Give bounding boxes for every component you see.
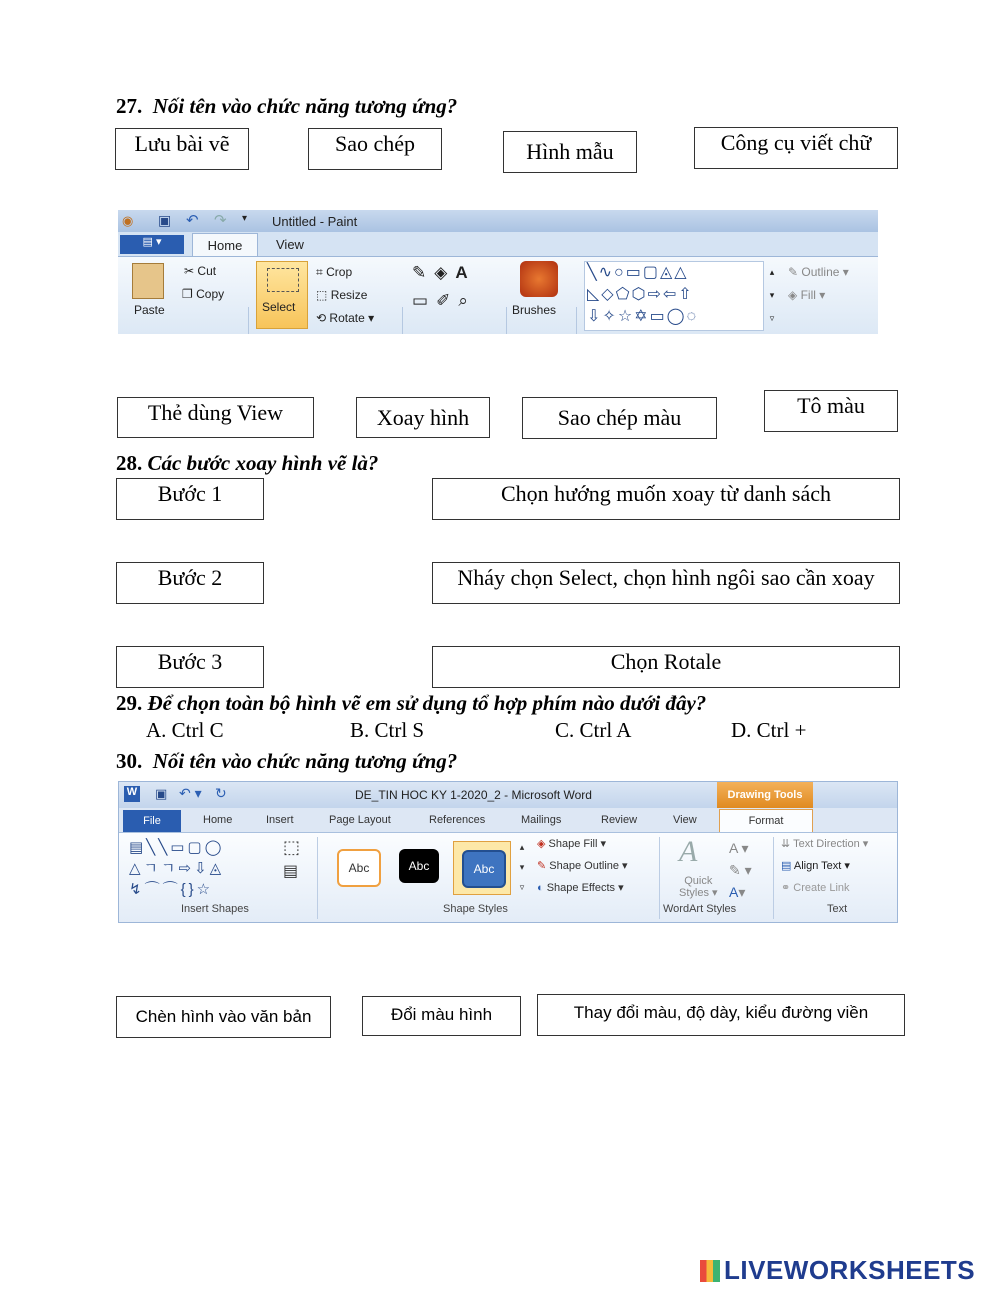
eraser-icon: ▭	[412, 291, 437, 310]
text-direction-item: ⇊ Text Direction ▾	[781, 838, 869, 850]
question-27-title: 27. Nối tên vào chức năng tương ứng?	[116, 94, 458, 118]
text-direction-icon: ⇊	[781, 838, 791, 850]
tools-group-row2	[412, 291, 476, 311]
text-tool-icon: A	[455, 263, 476, 282]
magnifier-icon: ⌕	[458, 291, 476, 310]
action-box-3[interactable]: Chọn Rotale	[432, 646, 900, 688]
answer-box-to-mau[interactable]: Tô màu	[764, 390, 898, 432]
paint-titlebar	[118, 210, 878, 232]
option-d[interactable]: D. Ctrl +	[731, 718, 807, 742]
resize-icon: ⬚	[316, 288, 328, 302]
step-box-2[interactable]: Bước 2	[116, 562, 264, 604]
scissors-icon: ✂	[184, 264, 195, 278]
save-icon: ▣	[155, 786, 168, 801]
drawing-tools-header: Drawing Tools	[717, 782, 813, 808]
word-tabs	[119, 808, 898, 832]
question-29-title: 29. Để chọn toàn bộ hình vẽ em sử dụng tổ hợp phím nào dưới đây?	[116, 691, 707, 715]
paint-window-title: Untitled - Paint	[272, 214, 358, 229]
paint-tabs	[118, 232, 878, 256]
shape-fill-item: ◈ Shape Fill ▾	[537, 838, 607, 850]
action-box-2[interactable]: Nháy chọn Select, chọn hình ngôi sao cần xoay	[432, 562, 900, 604]
crop-icon: ⌗	[316, 265, 323, 279]
redo-icon: ↷	[214, 212, 227, 229]
tab-home: Home	[192, 233, 258, 257]
copy-icon: ❐	[182, 287, 193, 301]
fill-bucket-icon: ◈	[434, 263, 456, 282]
undo-icon: ↶	[186, 212, 199, 229]
tab-view: View	[673, 814, 697, 826]
rotate-item: ⟲ Rotate ▾	[316, 311, 375, 325]
quick-styles-icon: A	[679, 835, 698, 868]
option-b[interactable]: B. Ctrl S	[350, 718, 425, 742]
paint-app-icon: ◉	[122, 213, 134, 228]
answer-box-xoay-hinh[interactable]: Xoay hình	[356, 397, 490, 438]
logo-icon	[700, 1260, 720, 1282]
shape-style-1: Abc	[337, 849, 381, 887]
brushes-label: Brushes	[512, 303, 557, 317]
answer-box-doi-mau-hinh[interactable]: Đổi màu hình	[362, 996, 521, 1036]
shapes-gallery: ▤╲╲▭▢◯ △ㄱㄱ⇨⇩◬ ↯⌒⌒{}☆	[129, 839, 225, 898]
fill-item: ◈ Fill ▾	[788, 288, 826, 302]
save-icon: ▣	[158, 212, 172, 228]
option-a[interactable]: A. Ctrl C	[146, 718, 224, 742]
answer-box-sao-chep-mau[interactable]: Sao chép màu	[522, 397, 717, 439]
tab-format: Format	[719, 809, 813, 833]
question-28-title: 28. Các bước xoay hình vẽ là?	[116, 451, 379, 475]
shapes-gallery: ╲∿○▭▢◬△ ◺◇⬠⬡⇨⇦⇧ ⇩✧☆✡▭◯◌	[584, 261, 764, 331]
question-30-title: 30. Nối tên vào chức năng tương ứng?	[116, 749, 458, 773]
answer-box-chen-hinh[interactable]: Chèn hình vào văn bản	[116, 996, 331, 1038]
tab-references: References	[429, 814, 486, 826]
edit-shape-icon: ⬚	[283, 837, 301, 857]
select-icon	[267, 268, 299, 292]
shape-styles-label: Shape Styles	[443, 903, 508, 915]
tools-group	[412, 263, 476, 283]
tab-insert: Insert	[266, 814, 294, 826]
answer-box-cong-cu-viet-chu[interactable]: Công cụ viết chữ	[694, 127, 898, 169]
answer-box-thay-doi-mau[interactable]: Thay đổi màu, độ dày, kiểu đường viền	[537, 994, 905, 1036]
answer-box-the-dung-view[interactable]: Thẻ dùng View	[117, 397, 314, 438]
paint-menu-button: ▤ ▾	[120, 235, 184, 254]
select-button: Select	[256, 261, 308, 329]
undo-icon: ↶ ▾	[179, 785, 202, 801]
word-window-title: DE_TIN HOC KY 1-2020_2 - Microsoft Word	[355, 788, 592, 802]
tab-mailings: Mailings	[521, 814, 562, 826]
fill-icon: ◈	[788, 288, 798, 302]
resize-item: ⬚ Resize	[316, 288, 368, 302]
answer-box-luu-bai-ve[interactable]: Lưu bài vẽ	[115, 128, 249, 170]
text-group-label: Text	[827, 903, 848, 915]
pencil-icon: ✎	[412, 263, 435, 282]
answer-box-hinh-mau[interactable]: Hình mẫu	[503, 131, 637, 173]
action-box-1[interactable]: Chọn hướng muốn xoay từ danh sách	[432, 478, 900, 520]
shape-effects-item: ◐ Shape Effects ▾	[537, 882, 624, 894]
repeat-icon: ↻	[215, 785, 227, 801]
tab-home: Home	[203, 814, 233, 826]
wordart-tools: A ▾ ✎ ▾ A▾	[729, 840, 752, 900]
outline-icon: ✎	[788, 265, 799, 279]
paste-label: Paste	[134, 303, 165, 317]
paint-ribbon-screenshot	[118, 210, 878, 334]
quick-access-dropdown-icon: ▾	[242, 213, 248, 224]
fill-bucket-icon: ◈	[537, 838, 546, 850]
tab-page-layout: Page Layout	[329, 814, 391, 826]
insert-shapes-label: Insert Shapes	[181, 903, 249, 915]
shape-style-2: Abc	[399, 849, 439, 883]
liveworksheets-logo: LIVEWORKSHEETS	[700, 1255, 975, 1286]
word-app-icon: W	[124, 786, 140, 802]
outline-item: ✎ Outline ▾	[788, 265, 849, 279]
tab-view: View	[276, 237, 304, 252]
shapes-scroll: ▴ ▾ ▿	[769, 267, 775, 323]
effects-icon: ◐	[537, 882, 544, 894]
text-box-icon: ▤	[283, 863, 299, 880]
paste-icon	[132, 263, 164, 299]
answer-box-sao-chep[interactable]: Sao chép	[308, 128, 442, 170]
shape-style-3-selected: Abc	[453, 841, 511, 895]
word-titlebar	[119, 782, 898, 808]
align-text-icon: ▤	[781, 860, 792, 872]
word-ribbon-screenshot	[118, 781, 898, 923]
align-text-item: ▤ Align Text ▾	[781, 860, 850, 872]
crop-item: ⌗ Crop	[316, 265, 353, 279]
quick-styles-label: Quick Styles ▾	[679, 875, 718, 899]
pen-icon: ✎	[537, 860, 547, 872]
link-icon: ⚭	[781, 882, 791, 894]
rotate-icon: ⟲	[316, 311, 327, 325]
step-box-1[interactable]: Bước 1	[116, 478, 264, 520]
word-ribbon-body	[119, 832, 898, 923]
tab-review: Review	[601, 814, 638, 826]
paint-ribbon-body	[118, 256, 878, 334]
cut-item: ✂ Cut	[184, 264, 217, 278]
copy-item: ❐ Copy	[182, 287, 225, 301]
step-box-3[interactable]: Bước 3	[116, 646, 264, 688]
color-picker-icon: ✐	[436, 291, 459, 310]
wordart-styles-label: WordArt Styles	[663, 903, 737, 915]
shape-styles-scroll: ▴ ▾ ▿	[519, 842, 525, 892]
shape-outline-item: ✎ Shape Outline ▾	[537, 860, 628, 872]
option-c[interactable]: C. Ctrl A	[555, 718, 632, 742]
tab-file: File	[123, 810, 181, 832]
brushes-icon	[520, 261, 558, 297]
create-link-item: ⚭ Create Link	[781, 882, 850, 894]
